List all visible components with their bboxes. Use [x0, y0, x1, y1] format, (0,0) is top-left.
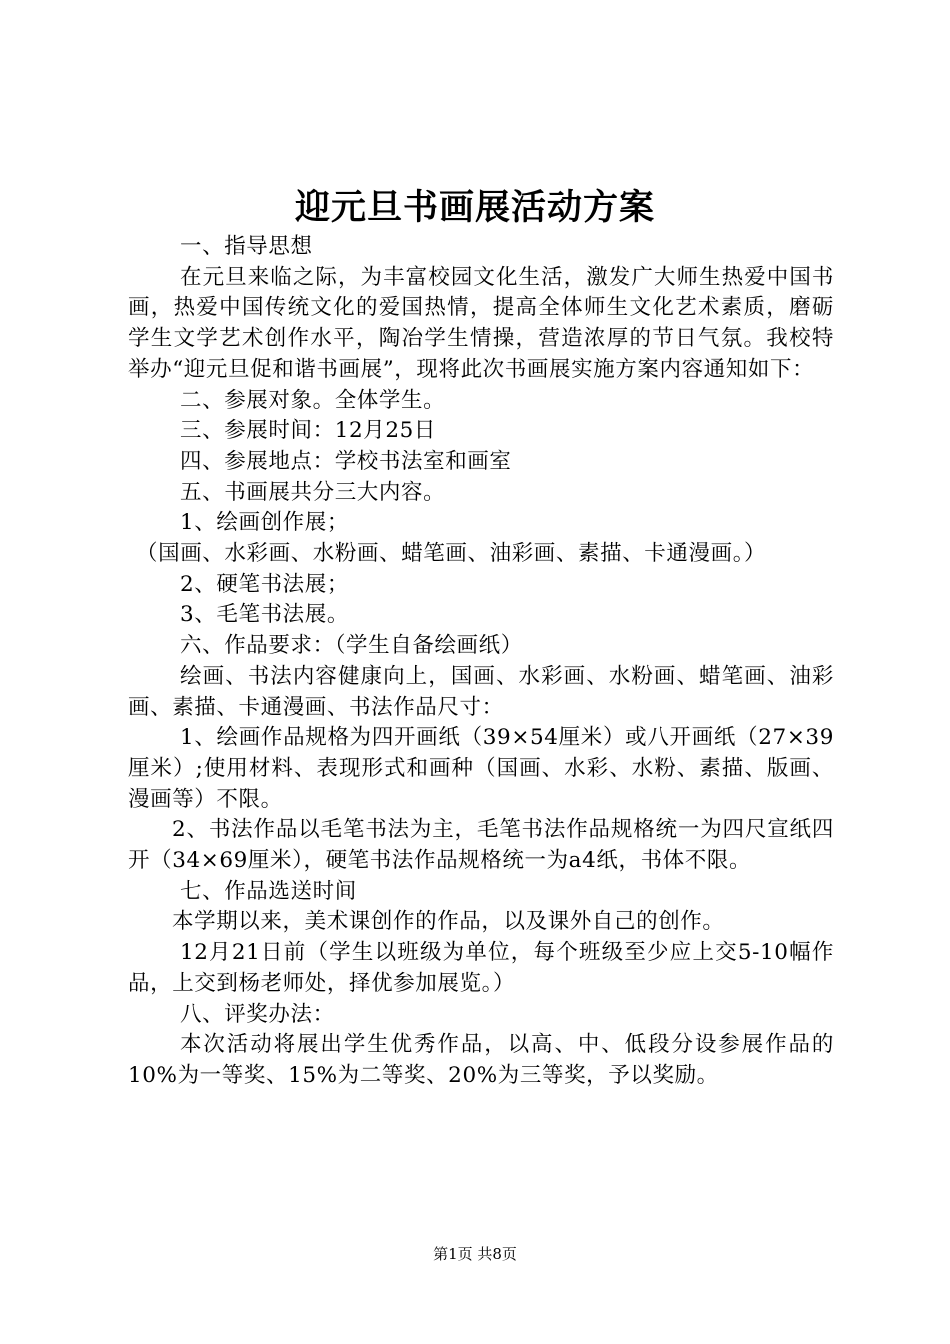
section-exhibition-time: 三、参展时间：12月25日 — [180, 418, 437, 444]
paragraph-introduction: 在元旦来临之际，为丰富校园文化生活，激发广大师生热爱中国书画，热爱中国传统文化的爱国热情，提高全体师生文化艺术素质，磨砺学生文学艺术创作水平，陶冶学生情操，营造浓厚的节日气氛。我校特举办“迎元旦促和谐书画展”，现将此次书画展实施方案内容通知如下： — [128, 264, 834, 382]
section-exhibition-content: 五、书画展共分三大内容。 — [180, 479, 446, 505]
page-footer: 第1页 共8页 — [433, 1245, 517, 1263]
paragraph-submission-deadline: 12月21日前（学生以班级为单位，每个班级至少应上交5-10幅作品，上交到杨老师处，择优参加展览。） — [128, 940, 834, 996]
section-work-requirements: 六、作品要求：（学生自备绘画纸） — [180, 633, 523, 659]
section-exhibition-location: 四、参展地点：学校书法室和画室 — [180, 448, 512, 474]
paragraph-award-details: 本次活动将展出学生优秀作品，以高、中、低段分设参展作品的10%为一等奖、15%为二等奖、20%为三等奖，予以奖励。 — [128, 1032, 834, 1088]
paragraph-works-source: 本学期以来，美术课创作的作品，以及课外自己的创作。 — [172, 909, 725, 935]
paragraph-calligraphy-specs: 2、书法作品以毛笔书法为主，毛笔书法作品规格统一为四尺宣纸四开（34×69厘米），硬笔书法作品规格统一为a4纸，书体不限。 — [128, 817, 834, 874]
list-item-hard-pen: 2、硬笔书法展； — [180, 571, 349, 597]
section-heading-guiding-ideology: 一、指导思想 — [180, 234, 313, 259]
document-body — [128, 232, 834, 1092]
paragraph-painting-specs: 1、绘画作品规格为四开画纸（39×54厘米）或八开画纸（27×39厘米）;使用材料、表现形式和画种（国画、水彩、水粉、素描、版画、漫画等）不限。 — [128, 725, 834, 812]
section-submission-time: 七、作品选送时间 — [180, 878, 357, 904]
list-item-painting: 1、绘画创作展； — [180, 510, 349, 536]
list-item-brush: 3、毛笔书法展。 — [180, 602, 349, 628]
paragraph-content-requirements: 绘画、书法内容健康向上，国画、水彩画、水粉画、蜡笔画、油彩画、素描、卡通漫画、书法作品尺寸： — [128, 663, 834, 720]
list-item-painting-types: （国画、水彩画、水粉画、蜡笔画、油彩画、素描、卡通漫画。） — [136, 541, 767, 567]
document-title: 迎元旦书画展活动方案 — [294, 187, 655, 228]
section-award-method: 八、评奖办法： — [180, 1001, 335, 1027]
section-participants: 二、参展对象。全体学生。 — [180, 387, 446, 413]
